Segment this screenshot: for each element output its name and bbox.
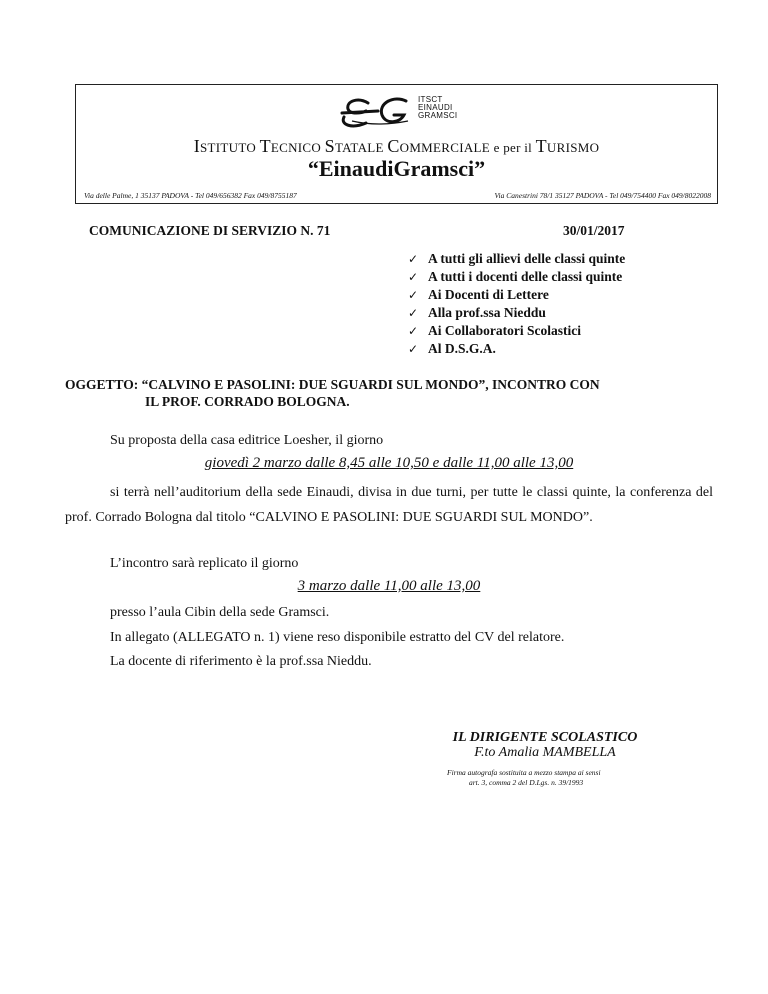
school-logo: [338, 91, 468, 137]
recipient-item: ✓ Al D.S.G.A.: [408, 341, 496, 356]
address-left: Via delle Palme, 1 35137 PADOVA - Tel 049/656382 Fax 049/8755187: [84, 191, 297, 200]
signature-name: F.to Amalia MAMBELLA: [474, 745, 616, 760]
recipient-item: ✓ Ai Docenti di Lettere: [408, 287, 549, 302]
eg-logo-mark: [338, 91, 428, 137]
event-date-2: 3 marzo dalle 11,00 alle 13,00: [297, 578, 481, 594]
subject-line-2: IL PROF. CORRADO BOLOGNA.: [145, 394, 350, 409]
signature-note: Firma autografa sostituita a mezzo stampa ai sensi art. 3, comma 2 del D.Lgs. n. 39/1993: [447, 768, 601, 787]
paragraph-attachment: In allegato (ALLEGATO n. 1) viene reso disponibile estratto del CV del relatore.: [110, 630, 565, 645]
communication-title: COMUNICAZIONE DI SERVIZIO N. 71: [89, 223, 331, 238]
paragraph-intro: Su proposta della casa editrice Loesher, il giorno: [110, 433, 384, 448]
recipient-item: ✓ Alla prof.ssa Nieddu: [408, 305, 546, 320]
check-icon: ✓: [408, 324, 419, 338]
communication-date: 30/01/2017: [563, 223, 625, 238]
subject-line-1: OGGETTO: “CALVINO E PASOLINI: DUE SGUARDI SUL MONDO”, INCONTRO CON: [65, 377, 600, 392]
check-icon: ✓: [408, 342, 419, 356]
recipient-list: [408, 250, 625, 358]
signature-title: IL DIRIGENTE SCOLASTICO: [452, 730, 638, 745]
check-icon: ✓: [408, 252, 419, 266]
recipient-item: ✓ A tutti i docenti delle classi quinte: [408, 269, 623, 284]
check-icon: ✓: [408, 270, 419, 284]
subject: [65, 376, 600, 410]
paragraph-reference: La docente di riferimento è la prof.ssa Nieddu.: [110, 654, 372, 669]
paragraph-replica: L’incontro sarà replicato il giorno: [110, 556, 299, 571]
institute-name: ISTITUTO TECNICO STATALE COMMERCIALE e per il TURISMO: [193, 136, 600, 156]
letterhead: [75, 84, 718, 204]
address-right: Via Canestrini 78/1 35127 PADOVA - Tel 049/754400 Fax 049/8022008: [494, 191, 711, 200]
logo-wordmark: ITSCT EINAUDI GRAMSCI: [418, 95, 458, 120]
check-icon: ✓: [408, 288, 419, 302]
school-name: “EinaudiGramsci”: [307, 156, 486, 181]
check-icon: ✓: [408, 306, 419, 320]
paragraph-location: presso l’aula Cibin della sede Gramsci.: [110, 605, 330, 620]
recipient-item: ✓ Ai Collaboratori Scolastici: [408, 323, 581, 338]
event-date-1: giovedì 2 marzo dalle 8,45 alle 10,50 e dalle 11,00 alle 13,00: [204, 455, 574, 471]
recipient-item: ✓ A tutti gli allievi delle classi quinte: [408, 251, 626, 266]
paragraph-details: si terrà nell’auditorium della sede Einaudi, divisa in due turni, per tutte le classi quinte, la conferenza del prof. Corrado Bologna dal titolo “CALVINO E PASOLINI: DUE SGUARDI SUL MONDO”.: [65, 485, 713, 525]
